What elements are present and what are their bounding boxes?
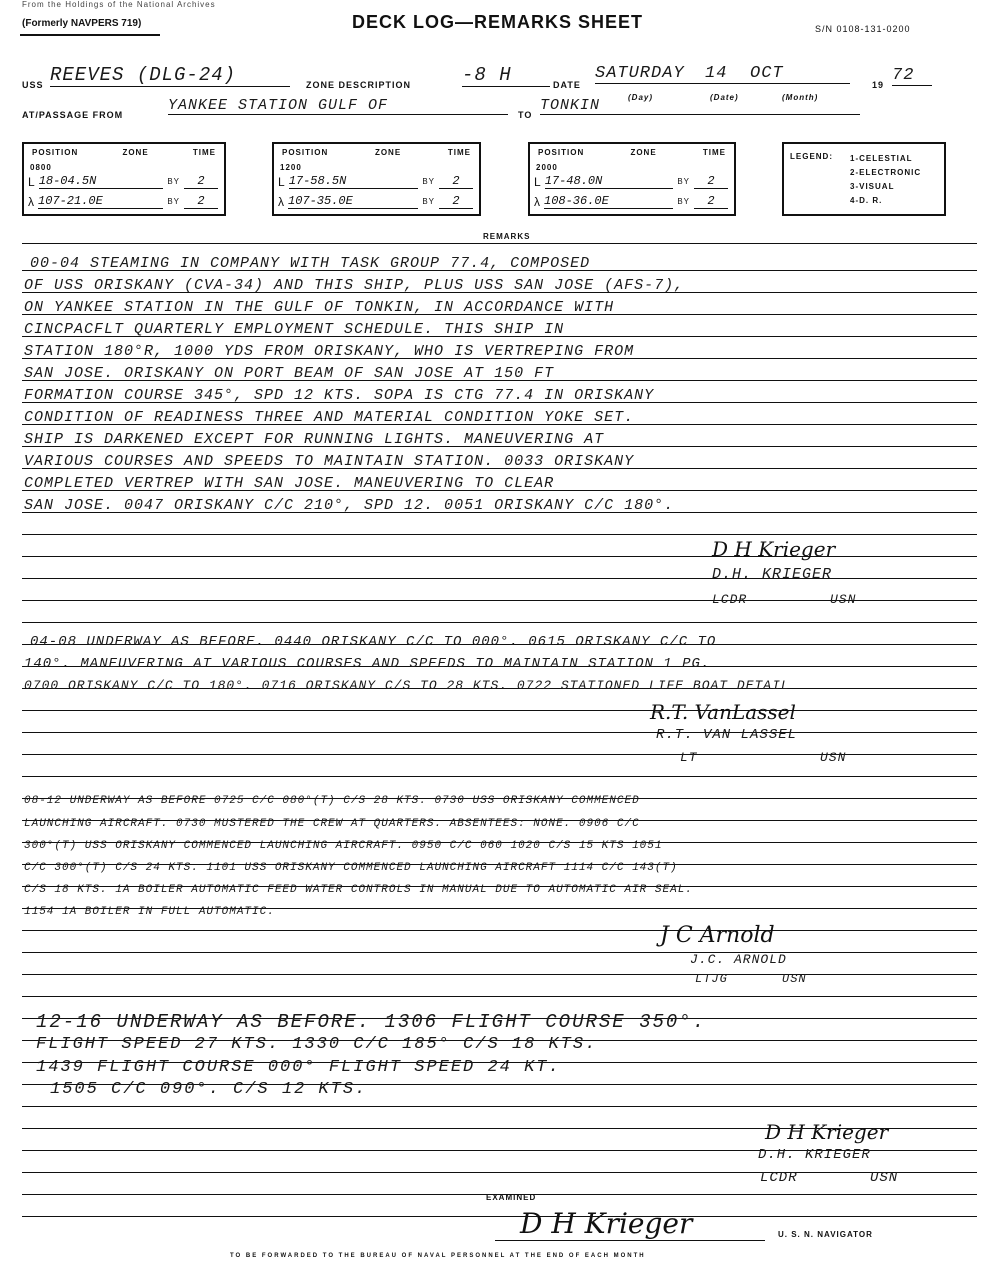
by-label: BY <box>167 197 180 206</box>
day-caption: (Day) <box>628 93 654 102</box>
form-number: S/N 0108-131-0200 <box>815 24 911 34</box>
remark-line: 300°(T) USS ORISKANY COMMENCED LAUNCHING AIRCRAFT. 0950 C/C 060 1020 C/S 15 KTS 1051 <box>24 840 663 852</box>
ruled-line <box>22 1106 977 1107</box>
officer-service: USN <box>830 592 857 607</box>
zone-desc-label: ZONE DESCRIPTION <box>306 80 412 90</box>
navigator-signature: D H Krieger <box>520 1207 693 1240</box>
remark-line: 1154 1A BOILER IN FULL AUTOMATIC. <box>24 906 275 918</box>
officer-service: USN <box>782 972 807 986</box>
form-title: DECK LOG—REMARKS SHEET <box>352 12 644 32</box>
officer-rank: LCDR <box>712 592 748 607</box>
ruled-line <box>22 1172 977 1173</box>
position-time: 2000 <box>536 163 558 172</box>
time-label: TIME <box>192 148 216 157</box>
legend-box <box>782 142 946 216</box>
ruled-line <box>22 974 977 975</box>
position-latitude: 17-48.0N <box>545 174 674 189</box>
officer-name: R.T. VAN LASSEL <box>656 727 798 743</box>
remarks-label: REMARKS <box>483 232 531 241</box>
officer-signature: R.T. VanLassel <box>650 700 796 724</box>
remark-line: CONDITION OF READINESS THREE AND MATERIAL CONDITION YOKE SET. <box>24 409 635 426</box>
ruled-line <box>22 952 977 953</box>
remark-line: C/C 300°(T) C/S 24 KTS. 1101 USS ORISKANY COMMENCED LAUNCHING AIRCRAFT 1114 C/C 143(T) <box>24 862 678 874</box>
ruled-line <box>22 776 977 777</box>
passage-to: TONKIN <box>540 97 860 115</box>
remark-line: SHIP IS DARKENED EXCEPT FOR RUNNING LIGHTS. MANEUVERING AT <box>24 431 605 448</box>
uss-label: USS <box>22 80 44 90</box>
legend-item: 3-VISUAL <box>850 182 895 191</box>
remark-line: CINCPACFLT QUARTERLY EMPLOYMENT SCHEDULE. THIS SHIP IN <box>24 321 565 338</box>
position-longitude: 107-35.0E <box>288 194 418 209</box>
zone-label: ZONE <box>630 148 657 157</box>
position-label: POSITION <box>282 148 329 157</box>
ship-name: REEVES (DLG-24) <box>50 64 290 87</box>
passage-from: YANKEE STATION GULF OF <box>168 97 508 115</box>
officer-service: USN <box>820 750 847 765</box>
remark-line: 0700 ORISKANY C/C TO 180°. 0716 ORISKANY C/S TO 28 KTS. 0722 STATIONED LIFE BOAT DETAIL <box>24 678 790 693</box>
remark-line: 08-12 UNDERWAY AS BEFORE 0725 C/C 080°(T) C/S 28 KTS. 0730 USS ORISKANY COMMENCED <box>24 795 640 807</box>
position-longitude: 108-36.0E <box>544 194 673 209</box>
remark-line: 12-16 UNDERWAY AS BEFORE. 1306 FLIGHT COURSE 350°. <box>36 1011 707 1033</box>
zone-desc-value: -8 H <box>462 64 550 87</box>
remark-line: STATION 180°R, 1000 YDS FROM ORISKANY, WHO IS VERTREPING FROM <box>24 343 635 360</box>
position-by: 2 <box>184 194 218 209</box>
officer-name: D.H. KRIEGER <box>758 1147 871 1163</box>
officer-signature: D H Krieger <box>712 537 836 561</box>
date-label: DATE <box>553 80 581 90</box>
officer-rank: LTJG <box>695 972 728 986</box>
by-label: BY <box>422 197 435 206</box>
officer-signature: J C Arnold <box>660 923 775 948</box>
remark-line: C/S 18 KTS. 1A BOILER AUTOMATIC FEED WATER CONTROLS IN MANUAL DUE TO AUTOMATIC AIR SEAL. <box>24 884 693 896</box>
ruled-line <box>22 732 977 733</box>
ruled-line <box>22 622 977 623</box>
zone-label: ZONE <box>374 148 402 157</box>
remark-line: 140°. MANEUVERING AT VARIOUS COURSES AND SPEEDS TO MAINTAIN STATION 1 PG. <box>24 656 711 672</box>
position-by: 2 <box>439 174 473 189</box>
forwarding-note: TO BE FORWARDED TO THE BUREAU OF NAVAL PERSONNEL AT THE END OF EACH MONTH <box>230 1253 646 1259</box>
officer-service: USN <box>870 1170 899 1186</box>
position-latitude: 18-04.5N <box>39 174 164 189</box>
remark-line: FLIGHT SPEED 27 KTS. 1330 C/C 185° C/S 18 KTS. <box>36 1035 598 1054</box>
position-time: 1200 <box>280 163 302 172</box>
navigator-sign-line <box>495 1240 765 1241</box>
time-label: TIME <box>447 148 471 157</box>
position-by: 2 <box>184 174 218 189</box>
position-box-1200: POSITION ZONE TIME 1200 L 17-58.5N BY 2 λ 107-35.0E BY 2 <box>272 142 481 216</box>
date-month: OCT <box>750 64 850 84</box>
month-caption: (Month) <box>782 93 819 102</box>
remark-line: COMPLETED VERTREP WITH SAN JOSE. MANEUVERING TO CLEAR <box>24 475 555 492</box>
position-by: 2 <box>694 194 728 209</box>
ruled-line <box>22 710 977 711</box>
position-label: POSITION <box>538 148 585 157</box>
archive-note: From the Holdings of the National Archives <box>22 0 216 9</box>
by-label: BY <box>677 197 690 206</box>
legend-item: 4-D. R. <box>850 196 883 205</box>
officer-rank: LT <box>680 750 698 765</box>
position-latitude: 17-58.5N <box>289 174 419 189</box>
navigator-label: U. S. N. NAVIGATOR <box>778 1230 873 1239</box>
date-caption: (Date) <box>710 93 739 102</box>
legend-item: 1-CELESTIAL <box>850 154 913 163</box>
year-prefix: 19 <box>872 80 885 90</box>
legend-item: 2-ELECTRONIC <box>850 168 922 177</box>
position-label: POSITION <box>32 148 79 157</box>
position-longitude: 107-21.0E <box>38 194 163 209</box>
legend-title: LEGEND: <box>790 152 833 161</box>
year-value: 72 <box>892 66 932 86</box>
at-passage-label: AT/PASSAGE FROM <box>22 110 124 120</box>
by-label: BY <box>677 177 690 186</box>
ruled-line <box>22 1216 977 1217</box>
remark-line: SAN JOSE. ORISKANY ON PORT BEAM OF SAN JOSE AT 150 FT <box>24 365 555 382</box>
remarks-top-rule <box>22 243 977 244</box>
remark-line: 1439 FLIGHT COURSE 000° FLIGHT SPEED 24 KT. <box>36 1058 561 1077</box>
to-label: TO <box>518 110 533 120</box>
remark-line: LAUNCHING AIRCRAFT. 0730 MUSTERED THE CREW AT QUARTERS. ABSENTEES: NONE. 0906 C/C <box>24 818 640 830</box>
ruled-line <box>22 996 977 997</box>
formerly-label: (Formerly NAVPERS 719) <box>22 18 142 29</box>
officer-name: J.C. ARNOLD <box>690 952 787 967</box>
position-box-2000: POSITION ZONE TIME 2000 L 17-48.0N BY 2 λ 108-36.0E BY 2 <box>528 142 736 216</box>
officer-signature: D H Krieger <box>765 1120 889 1144</box>
officer-name: D.H. KRIEGER <box>712 566 833 583</box>
header-rule <box>20 34 160 36</box>
position-by: 2 <box>694 174 728 189</box>
by-label: BY <box>167 177 180 186</box>
position-time: 0800 <box>30 163 52 172</box>
time-label: TIME <box>702 148 726 157</box>
by-label: BY <box>422 177 435 186</box>
remark-line: OF USS ORISKANY (CVA-34) AND THIS SHIP, PLUS USS SAN JOSE (AFS-7), <box>24 277 685 294</box>
date-day: SATURDAY <box>595 64 705 84</box>
remark-line: SAN JOSE. 0047 ORISKANY C/C 210°, SPD 12. 0051 ORISKANY C/C 180°. <box>24 497 675 514</box>
ruled-line <box>22 534 977 535</box>
examined-label: EXAMINED <box>486 1193 537 1202</box>
remark-line: 00-04 STEAMING IN COMPANY WITH TASK GROUP 77.4, COMPOSED <box>30 255 591 272</box>
ruled-line <box>22 930 977 931</box>
officer-rank: LCDR <box>760 1170 798 1186</box>
date-number: 14 <box>705 64 750 84</box>
remark-line: FORMATION COURSE 345°, SPD 12 KTS. SOPA IS CTG 77.4 IN ORISKANY <box>24 387 655 404</box>
ruled-line <box>22 578 977 579</box>
remark-line: ON YANKEE STATION IN THE GULF OF TONKIN, IN ACCORDANCE WITH <box>24 299 615 316</box>
position-box-0800: POSITION ZONE TIME 0800 L 18-04.5N BY 2 λ 107-21.0E BY 2 <box>22 142 226 216</box>
position-by: 2 <box>439 194 473 209</box>
remark-line: 1505 C/C 090°. C/S 12 KTS. <box>50 1080 368 1099</box>
remark-line: 04-08 UNDERWAY AS BEFORE. 0440 ORISKANY C/C TO 000°. 0615 ORISKANY C/C TO <box>30 634 717 650</box>
remark-line: VARIOUS COURSES AND SPEEDS TO MAINTAIN STATION. 0033 ORISKANY <box>24 453 635 470</box>
zone-label: ZONE <box>122 148 149 157</box>
